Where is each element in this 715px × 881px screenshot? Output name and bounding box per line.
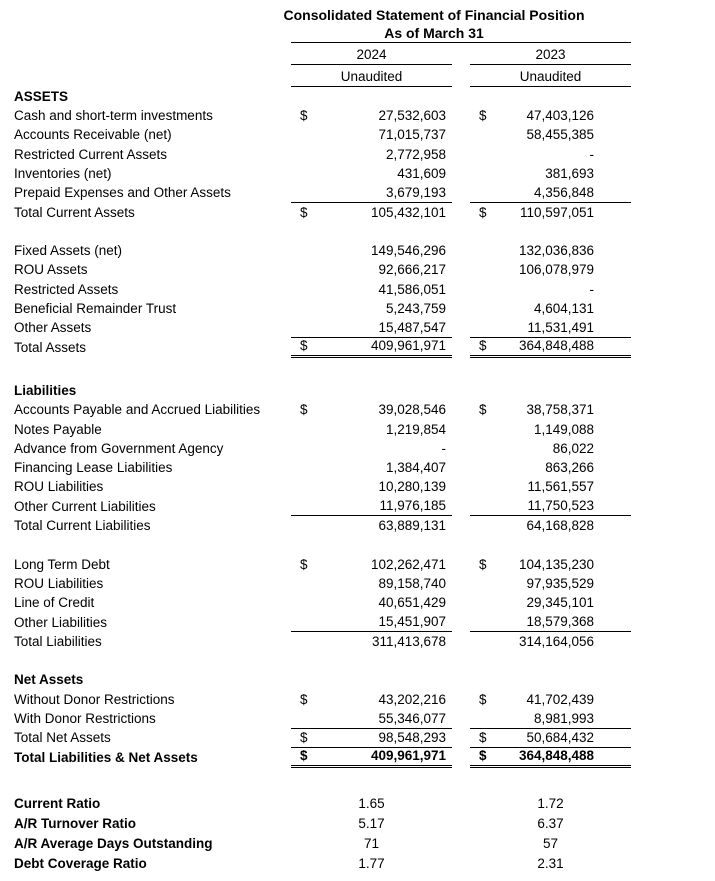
empty-cell xyxy=(14,65,291,87)
row-label: Inventories (net) xyxy=(14,165,112,181)
row-label: Accounts Receivable (net) xyxy=(14,127,172,143)
row-label: Prepaid Expenses and Other Assets xyxy=(14,185,231,201)
ratio-value-2024: 1.65 xyxy=(358,795,385,811)
dollar-sign-2024 xyxy=(291,260,313,279)
amount-2024: 15,451,907 xyxy=(313,612,452,631)
dollar-sign-2023 xyxy=(470,419,492,438)
column-gap xyxy=(452,793,470,813)
row-label: Total Assets xyxy=(14,339,87,355)
dollar-sign-2024 xyxy=(291,419,313,438)
row-label: Accounts Payable and Accrued Liabilities xyxy=(14,402,261,418)
column-gap xyxy=(452,689,470,708)
row-label: Beneficial Remainder Trust xyxy=(14,301,177,317)
dollar-sign-2023 xyxy=(470,241,492,260)
dollar-sign-2023 xyxy=(470,709,492,728)
amount-2023: 86,022 xyxy=(552,440,595,456)
amount-2024: 71,015,737 xyxy=(378,127,447,143)
dollar-sign-2024 xyxy=(291,709,313,728)
column-gap xyxy=(452,183,470,202)
amount-2024: 40,651,429 xyxy=(378,595,447,611)
dollar-sign-2023: $ xyxy=(479,108,487,124)
column-gap xyxy=(452,747,470,766)
dollar-sign-2023 xyxy=(470,496,492,515)
row-label: Total Current Assets xyxy=(14,204,135,220)
amount-2024: - xyxy=(441,440,447,456)
spacer-row xyxy=(14,535,631,554)
row-label: Total Liabilities & Net Assets xyxy=(14,749,198,765)
column-gap xyxy=(452,833,470,853)
dollar-sign-2024 xyxy=(291,632,313,651)
amount-2023: 18,579,368 xyxy=(492,612,631,631)
column-gap xyxy=(452,202,470,221)
amount-2023: 11,750,523 xyxy=(492,496,631,515)
amount-2023: 104,135,230 xyxy=(518,556,595,572)
spacer-row xyxy=(14,222,631,241)
row-label: Notes Payable xyxy=(14,421,102,437)
row-label: Other Liabilities xyxy=(14,614,108,630)
statement-table xyxy=(14,42,631,873)
amount-2023: 364,848,488 xyxy=(492,337,631,356)
amount-2024: 10,280,139 xyxy=(378,479,447,495)
row-label: Other Current Liabilities xyxy=(14,498,156,514)
dollar-sign-2024 xyxy=(291,516,313,535)
row-label: With Donor Restrictions xyxy=(14,711,156,726)
column-gap xyxy=(452,728,470,747)
dollar-sign-2023 xyxy=(470,183,492,202)
row-label: Restricted Assets xyxy=(14,281,119,297)
amount-2023: 4,356,848 xyxy=(492,183,631,202)
statement-row xyxy=(14,202,631,221)
column-gap xyxy=(452,813,470,833)
dollar-sign-2024 xyxy=(291,477,313,496)
dollar-sign-2024 xyxy=(291,458,313,477)
column-gap xyxy=(452,554,470,573)
amount-2023: 50,684,432 xyxy=(492,728,631,747)
amount-2023: 47,403,126 xyxy=(526,108,595,124)
dollar-sign-2024: $ xyxy=(291,728,313,747)
row-label: Line of Credit xyxy=(14,595,95,611)
statement-row xyxy=(14,144,631,163)
spacer-cell xyxy=(14,535,631,554)
column-status-row xyxy=(14,65,631,87)
ratio-value-2024: 5.17 xyxy=(358,815,385,831)
amount-2023: 364,848,488 xyxy=(492,747,631,766)
statement-row xyxy=(14,260,631,279)
statement-row xyxy=(14,106,631,125)
row-label: ROU Liabilities xyxy=(14,479,104,495)
amount-2024: 102,262,471 xyxy=(370,556,447,572)
dollar-sign-2023 xyxy=(470,516,492,535)
amount-2024: 43,202,216 xyxy=(378,691,447,707)
row-label: Total Liabilities xyxy=(14,633,102,649)
statement-row xyxy=(14,439,631,458)
column-gap xyxy=(452,164,470,183)
column-gap xyxy=(452,299,470,318)
dollar-sign-2023 xyxy=(470,439,492,458)
amount-2024: 5,243,759 xyxy=(385,301,447,317)
dollar-sign-2024: $ xyxy=(300,691,308,707)
column-header-year-2024: 2024 xyxy=(291,43,452,65)
amount-2024: 63,889,131 xyxy=(378,518,447,534)
amount-2024: 92,666,217 xyxy=(378,262,447,278)
statement-row xyxy=(14,125,631,144)
amount-2024: 98,548,293 xyxy=(313,728,452,747)
column-gap xyxy=(452,337,470,356)
column-gap xyxy=(452,632,470,651)
section-header: Liabilities xyxy=(14,382,77,398)
amount-2023: 1,149,088 xyxy=(533,421,595,437)
ratio-value-2023: 1.72 xyxy=(537,795,564,811)
dollar-sign-2023: $ xyxy=(479,691,487,707)
dollar-sign-2024: $ xyxy=(291,337,313,356)
statement-row xyxy=(14,728,631,747)
dollar-sign-2023 xyxy=(470,318,492,337)
column-gap xyxy=(452,593,470,612)
column-gap xyxy=(452,853,470,873)
spacer-cell xyxy=(14,767,631,793)
section-header: Net Assets xyxy=(14,672,84,688)
spacer-cell xyxy=(14,651,631,670)
statement-subtitle: As of March 31 xyxy=(384,25,484,41)
dollar-sign-2023: $ xyxy=(470,728,492,747)
ratio-value-2023: 6.37 xyxy=(537,815,564,831)
amount-2024: 409,961,971 xyxy=(313,337,452,356)
section-row xyxy=(14,381,631,400)
dollar-sign-2023: $ xyxy=(470,337,492,356)
row-label: Total Current Liabilities xyxy=(14,518,151,534)
row-label: Fixed Assets (net) xyxy=(14,243,123,259)
column-gap xyxy=(452,709,470,728)
column-gap xyxy=(452,241,470,260)
statement-row xyxy=(14,516,631,535)
amount-2024: 2,772,958 xyxy=(385,146,447,162)
amount-2024: 55,346,077 xyxy=(313,709,452,728)
amount-2023: 41,702,439 xyxy=(526,691,595,707)
column-gap xyxy=(452,144,470,163)
statement-row xyxy=(14,496,631,515)
amount-2023: 4,604,131 xyxy=(533,301,595,317)
statement-row xyxy=(14,477,631,496)
column-gap xyxy=(452,400,470,419)
column-gap xyxy=(452,260,470,279)
amount-2024: 1,219,854 xyxy=(385,421,447,437)
row-label: Cash and short-term investments xyxy=(14,108,213,124)
dollar-sign-2023 xyxy=(470,477,492,496)
dollar-sign-2023: $ xyxy=(470,747,492,766)
amount-2024: 409,961,971 xyxy=(313,747,452,766)
column-header-year-2023: 2023 xyxy=(470,43,631,65)
statement-row xyxy=(14,632,631,651)
dollar-sign-2023 xyxy=(470,144,492,163)
statement-body xyxy=(14,43,631,874)
amount-2024: 431,609 xyxy=(397,165,447,181)
dollar-sign-2024: $ xyxy=(300,204,308,220)
dollar-sign-2024 xyxy=(291,574,313,593)
column-gap xyxy=(452,65,470,87)
dollar-sign-2024 xyxy=(291,279,313,298)
dollar-sign-2024: $ xyxy=(300,402,308,418)
column-gap xyxy=(452,125,470,144)
section-row xyxy=(14,670,631,689)
row-label: Long Term Debt xyxy=(14,556,110,572)
statement-row xyxy=(14,400,631,419)
dollar-sign-2023: $ xyxy=(479,556,487,572)
statement-row xyxy=(14,318,631,337)
column-gap xyxy=(452,458,470,477)
amount-2023: 863,266 xyxy=(545,460,595,476)
dollar-sign-2023 xyxy=(470,299,492,318)
spacer-cell xyxy=(14,222,631,241)
amount-2023: 106,078,979 xyxy=(518,262,595,278)
column-gap xyxy=(452,477,470,496)
ratio-row xyxy=(14,793,631,813)
ratio-value-2023: 2.31 xyxy=(537,856,564,872)
ratio-value-2023: 57 xyxy=(543,836,559,852)
dollar-sign-2023: $ xyxy=(479,204,487,220)
ratio-label: A/R Average Days Outstanding xyxy=(14,836,213,852)
row-label: Restricted Current Assets xyxy=(14,146,168,162)
dollar-sign-2023 xyxy=(470,574,492,593)
row-label: ROU Assets xyxy=(14,262,88,278)
dollar-sign-2024 xyxy=(291,144,313,163)
amount-2023: 132,036,836 xyxy=(518,243,595,259)
statement-row xyxy=(14,747,631,766)
ratio-row xyxy=(14,813,631,833)
column-gap xyxy=(452,43,470,65)
column-year-row xyxy=(14,43,631,65)
statement-row xyxy=(14,337,631,356)
column-gap xyxy=(452,318,470,337)
dollar-sign-2024 xyxy=(291,299,313,318)
dollar-sign-2023 xyxy=(470,260,492,279)
dollar-sign-2024 xyxy=(291,593,313,612)
row-label: Advance from Government Agency xyxy=(14,440,224,456)
amount-2024: 39,028,546 xyxy=(378,402,447,418)
statement-row xyxy=(14,299,631,318)
amount-2024: 27,532,603 xyxy=(378,108,447,124)
dollar-sign-2024: $ xyxy=(300,108,308,124)
amount-2023: 381,693 xyxy=(545,165,595,181)
statement-title: Consolidated Statement of Financial Position xyxy=(283,7,585,23)
ratio-value-2024: 71 xyxy=(363,836,380,852)
amount-2023: 64,168,828 xyxy=(526,518,595,534)
amount-2023: 11,531,491 xyxy=(492,318,631,337)
dollar-sign-2023 xyxy=(470,164,492,183)
ratio-label: A/R Turnover Ratio xyxy=(14,815,137,831)
column-gap xyxy=(452,106,470,125)
row-label: Total Net Assets xyxy=(14,730,111,746)
dollar-sign-2023 xyxy=(470,458,492,477)
amount-2023: 8,981,993 xyxy=(492,709,631,728)
statement-row xyxy=(14,554,631,573)
dollar-sign-2024 xyxy=(291,439,313,458)
column-gap xyxy=(452,279,470,298)
dollar-sign-2023 xyxy=(470,632,492,651)
amount-2023: 97,935,529 xyxy=(526,575,595,591)
amount-2023: 58,455,385 xyxy=(526,127,595,143)
statement-row xyxy=(14,709,631,728)
statement-row xyxy=(14,183,631,202)
spacer-cell xyxy=(14,357,631,381)
empty-cell xyxy=(14,43,291,65)
amount-2024: 89,158,740 xyxy=(378,575,447,591)
dollar-sign-2024 xyxy=(291,164,313,183)
statement-row xyxy=(14,164,631,183)
row-label: Without Donor Restrictions xyxy=(14,691,175,707)
statement-row xyxy=(14,241,631,260)
row-label: Financing Lease Liabilities xyxy=(14,460,173,476)
ratio-row xyxy=(14,833,631,853)
ratio-label: Debt Coverage Ratio xyxy=(14,856,147,872)
dollar-sign-2024 xyxy=(291,183,313,202)
ratio-value-2024: 1.77 xyxy=(358,856,385,872)
statement-row xyxy=(14,279,631,298)
column-gap xyxy=(452,612,470,631)
amount-2023: 110,597,051 xyxy=(519,204,595,220)
amount-2024: 1,384,407 xyxy=(385,460,447,476)
statement-row xyxy=(14,593,631,612)
amount-2024: 105,432,101 xyxy=(370,204,447,220)
dollar-sign-2024 xyxy=(291,241,313,260)
amount-2024: 3,679,193 xyxy=(313,183,452,202)
dollar-sign-2024 xyxy=(291,496,313,515)
spacer-row xyxy=(14,651,631,670)
row-label: Other Assets xyxy=(14,320,92,336)
amount-2023: 11,561,557 xyxy=(527,479,595,495)
statement-row xyxy=(14,419,631,438)
amount-2024: 149,546,296 xyxy=(370,243,447,259)
statement-row xyxy=(14,612,631,631)
section-row xyxy=(14,87,631,106)
dollar-sign-2024 xyxy=(291,318,313,337)
amount-2023: 38,758,371 xyxy=(526,402,595,418)
row-label: ROU Liabilities xyxy=(14,575,104,591)
column-gap xyxy=(452,496,470,515)
dollar-sign-2024: $ xyxy=(300,556,308,572)
statement-row xyxy=(14,689,631,708)
dollar-sign-2024 xyxy=(291,125,313,144)
dollar-sign-2024: $ xyxy=(291,747,313,766)
amount-2023: - xyxy=(589,146,595,162)
column-header-status-2023: Unaudited xyxy=(470,65,631,87)
dollar-sign-2023 xyxy=(470,593,492,612)
dollar-sign-2023 xyxy=(470,125,492,144)
amount-2024: 15,487,547 xyxy=(313,318,452,337)
amount-2023: 314,164,056 xyxy=(518,633,595,649)
column-header-status-2024: Unaudited xyxy=(291,65,452,87)
column-gap xyxy=(452,574,470,593)
ratio-row xyxy=(14,853,631,873)
amount-2024: 311,413,678 xyxy=(371,633,447,649)
amount-2024: 11,976,185 xyxy=(313,496,452,515)
amount-2024: 41,586,051 xyxy=(378,281,447,297)
section-header: ASSETS xyxy=(14,88,69,104)
dollar-sign-2023 xyxy=(470,612,492,631)
column-gap xyxy=(452,516,470,535)
dollar-sign-2023: $ xyxy=(479,402,487,418)
dollar-sign-2024 xyxy=(291,612,313,631)
spacer-row xyxy=(14,767,631,793)
dollar-sign-2023 xyxy=(470,279,492,298)
amount-2023: 29,345,101 xyxy=(526,595,595,611)
spacer-row xyxy=(14,357,631,381)
statement-row xyxy=(14,458,631,477)
ratio-label: Current Ratio xyxy=(14,795,101,811)
amount-2023: - xyxy=(589,281,595,297)
column-gap xyxy=(452,419,470,438)
column-gap xyxy=(452,439,470,458)
statement-row xyxy=(14,574,631,593)
